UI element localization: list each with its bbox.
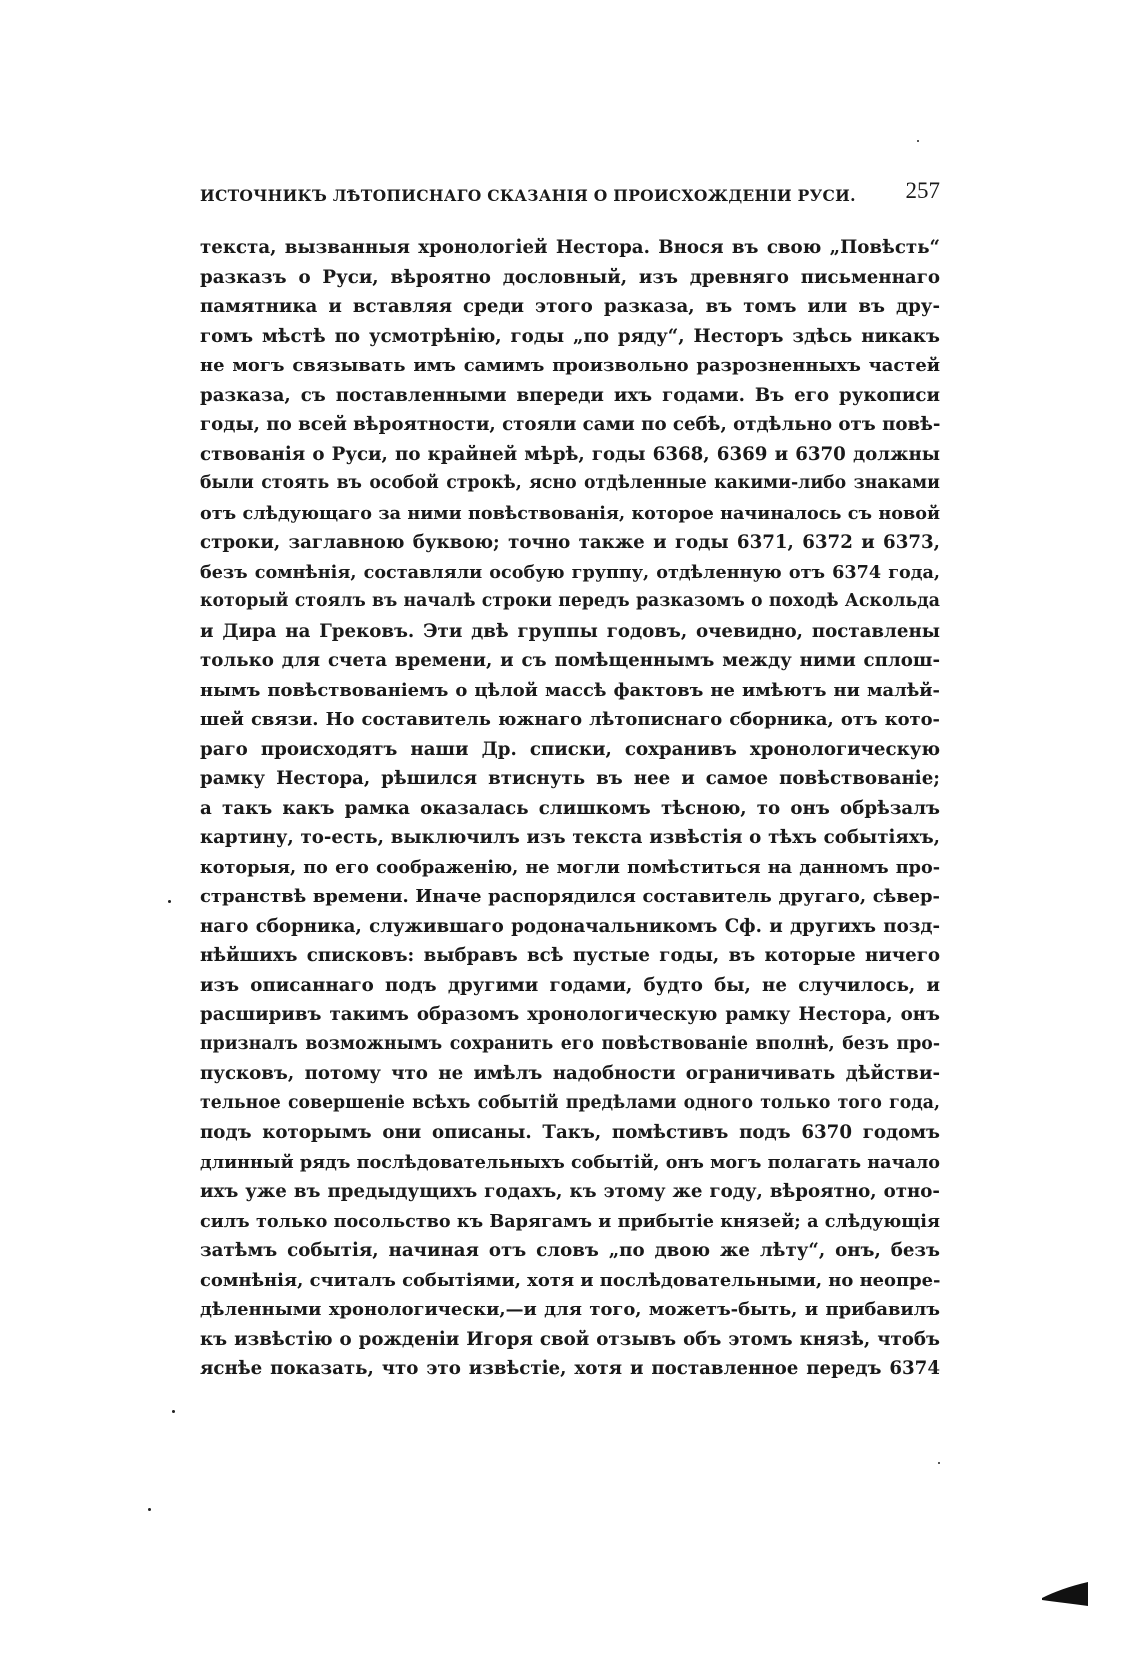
running-header: [200, 178, 940, 208]
text-line: разказъ о Руси, вѣроятно дословный, изъ древняго письменнаго: [200, 266, 940, 288]
text-line: ихъ уже въ предыдущихъ годахъ, къ этому же году, вѣроятно, отно-: [200, 1181, 940, 1202]
text-line: сомнѣнія, считалъ событіями, хотя и послѣдовательными, но неопре-: [200, 1269, 941, 1291]
text-line: тельное совершеніе всѣхъ событій предѣлами одного только того года,: [200, 1092, 940, 1113]
text-line: рамку Нестора, рѣшился втиснуть въ нее и самое повѣствованіе;: [200, 768, 940, 789]
text-line: ствованія о Руси, по крайней мѣрѣ, годы 6368, 6369 и 6370 должны: [200, 443, 940, 465]
text-line: который стоялъ въ началѣ строки передъ разказомъ о походѣ Аскольда: [200, 591, 940, 611]
text-line: гомъ мѣстѣ по усмотрѣнію, годы „по ряду“, Несторъ здѣсь никакъ: [200, 325, 940, 347]
scan-speck: [172, 1410, 175, 1413]
body-text: [200, 233, 940, 1384]
text-line: нѣйшихъ списковъ: выбравъ всѣ пустые годы, въ которые ничего: [200, 945, 940, 966]
text-line: расширивъ такимъ образомъ хронологическую рамку Нестора, онъ: [200, 1004, 940, 1025]
text-line: призналъ возможнымъ сохранить его повѣствованіе вполнѣ, безъ про-: [200, 1033, 940, 1054]
text-line: силъ только посольство къ Варягамъ и прибытіе князей; а слѣдующія: [200, 1210, 940, 1232]
text-line: были стоять въ особой строкѣ, ясно отдѣленные какими-либо знаками: [200, 473, 940, 493]
text-line: къ извѣстію о рожденіи Игоря свой отзывъ объ этомъ князѣ, чтобъ: [200, 1328, 940, 1350]
text-line: длинный рядъ послѣдовательныхъ событій, онъ могъ полагать начало: [200, 1151, 940, 1173]
text-line: разказа, съ поставленными впереди ихъ годами. Въ его рукописи: [200, 384, 940, 406]
text-line: дѣленными хронологически,—и для того, можетъ-быть, и прибавилъ: [200, 1299, 940, 1320]
scan-speck: [168, 900, 171, 903]
running-title: ИСТОЧНИКЪ ЛѢТОПИСНАГО СКАЗАНІЯ О ПРОИСХОЖДЕНІИ РУСИ.: [200, 186, 856, 205]
text-line: строки, заглавною буквою; точно также и годы 6371, 6372 и 6373,: [200, 532, 940, 553]
text-line: и Дира на Грековъ. Эти двѣ группы годовъ, очевидно, поставлены: [200, 620, 940, 642]
scan-speck: [938, 1462, 940, 1464]
text-line: пусковъ, потому что не имѣлъ надобности ограничивать дѣйстви-: [200, 1063, 940, 1084]
text-line: раго происходятъ наши Др. списки, сохранивъ хронологическую: [200, 738, 940, 760]
text-line: только для счета времени, и съ помѣщеннымъ между ними сплош-: [200, 650, 940, 671]
text-line: безъ сомнѣнія, составляли особую группу, отдѣленную отъ 6374 года,: [200, 561, 940, 583]
text-line: текста, вызванныя хронологіей Нестора. Внося въ свою „Повѣсть“: [200, 237, 940, 258]
page-corner-mark: [1040, 1580, 1090, 1608]
text-line: наго сборника, служившаго родоначальникомъ Сф. и другихъ позд-: [200, 915, 940, 937]
text-line: затѣмъ событія, начиная отъ словъ „по двою же лѣту“, онъ, безъ: [200, 1240, 940, 1261]
text-line: а такъ какъ рамка оказалась слишкомъ тѣсною, то онъ обрѣзалъ: [200, 797, 940, 819]
scan-speck: [148, 1508, 151, 1511]
text-line: нымъ повѣствованіемъ о цѣлой массѣ фактовъ не имѣютъ ни малѣй-: [200, 679, 940, 701]
text-line: шей связи. Но составитель южнаго лѣтописнаго сборника, отъ кото-: [200, 709, 940, 730]
page-number: 257: [905, 178, 940, 203]
scan-speck: [917, 140, 919, 142]
text-line: странствѣ времени. Иначе распорядился составитель другаго, сѣвер-: [200, 886, 940, 907]
text-line: не могъ связывать имъ самимъ произвольно разрозненныхъ частей: [200, 355, 940, 376]
text-line: отъ слѣдующаго за ними повѣствованія, которое начиналось съ новой: [200, 502, 940, 524]
text-line: годы, по всей вѣроятности, стояли сами по себѣ, отдѣльно отъ повѣ-: [200, 414, 941, 435]
text-line: изъ описаннаго подъ другими годами, будто бы, не случилось, и: [200, 974, 940, 996]
text-line: которыя, по его соображенію, не могли помѣститься на данномъ про-: [200, 856, 940, 878]
text-line: яснѣе показать, что это извѣстіе, хотя и поставленное передъ 6374: [200, 1358, 940, 1379]
text-line: картину, то-есть, выключилъ изъ текста извѣстія о тѣхъ событіяхъ,: [200, 827, 940, 848]
text-line: памятника и вставляя среди этого разказа, въ томъ или въ дру-: [200, 296, 940, 317]
text-line: подъ которымъ они описаны. Такъ, помѣстивъ подъ 6370 годомъ: [200, 1122, 940, 1143]
